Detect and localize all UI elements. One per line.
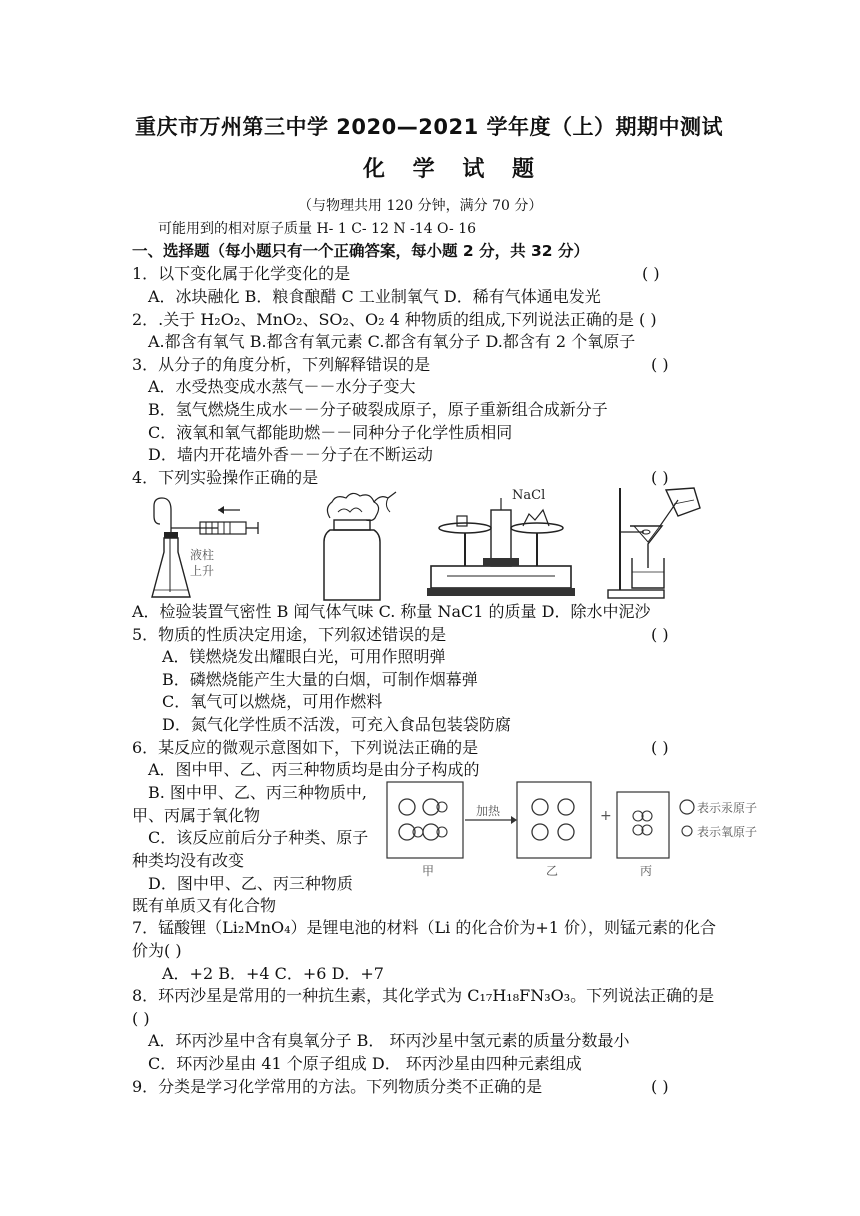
question-6-stem: 6．某反应的微观示意图如下，下列说法正确的是 (132, 738, 479, 757)
question-9-paren: ( ) (651, 1077, 669, 1096)
legend-oxygen-atom: 表示氧原子 (697, 825, 758, 839)
question-4-options: A．检验装置气密性 B 闻气体气味 C. 称量 NaC1 的质量 D．除水中泥沙 (132, 602, 651, 621)
reaction-diagram (385, 780, 785, 862)
question-2-stem: 2．.关于 H₂O₂、MnO₂、SO₂、O₂ 4 种物质的组成,下列说法正确的是 ( ) (132, 310, 657, 329)
question-7-stem-line2: 价为( ) (132, 941, 182, 960)
question-5-option-d: D．氮气化学性质不活泼，可充入食品包装袋防腐 (162, 715, 511, 734)
question-5-option-b: B．磷燃烧能产生大量的白烟，可制作烟幕弹 (162, 670, 478, 689)
question-5-option-a: A．镁燃烧发出耀眼白光，可用作照明弹 (162, 647, 446, 666)
question-3-option-c: C．液氧和氧气都能助燃－－同种分子化学性质相同 (148, 423, 513, 442)
question-8-options-ab: A．环丙沙星中含有臭氧分子 B． 环丙沙星中氢元素的质量分数最小 (148, 1031, 630, 1050)
question-8-stem-line1: 8．环丙沙星是常用的一种抗生素，其化学式为 C₁₇H₁₈FN₃O₃。下列说法正确的是 (132, 986, 715, 1005)
figure-label-rise: 上升 (190, 564, 215, 578)
question-3-option-b: B．氢气燃烧生成水－－分子破裂成原子，原子重新组合成新分子 (148, 400, 608, 419)
label-yi: 乙 (546, 864, 559, 878)
question-3-stem: 3．从分子的角度分析，下列解释错误的是 (132, 355, 431, 374)
question-4-stem: 4．下列实验操作正确的是 (132, 468, 319, 487)
section-heading: 一、选择题（每小题只有一个正确答案，每小题 2 分，共 32 分） (132, 242, 589, 260)
question-6-option-b-line1: B. 图中甲、乙、丙三种物质中, (148, 783, 368, 802)
exam-title: 重庆市万州第三中学 2020—2021 学年度（上）期期中测试 (135, 115, 724, 139)
question-8-stem-line2: ( ) (132, 1009, 150, 1028)
legend-mercury-atom: 表示汞原子 (697, 801, 758, 815)
question-3-option-d: D．墙内开花墙外香－－分子在不断运动 (148, 445, 433, 464)
question-8-options-cd: C．环丙沙星由 41 个原子组成 D． 环丙沙星由四种元素组成 (148, 1054, 582, 1073)
exam-subtitle: 化 学 试 题 (363, 157, 544, 182)
question-5-paren: ( ) (651, 625, 669, 644)
figure-filtration (608, 486, 708, 600)
label-bing: 丙 (640, 864, 653, 878)
figure-label-nacl: NaCl (512, 488, 546, 503)
question-6-paren: ( ) (651, 738, 669, 757)
question-6-option-b-line2: 甲、丙属于氧化物 (132, 806, 261, 825)
figure-smell-gas (318, 490, 408, 602)
question-1-options: A．冰块融化 B．粮食酿醋 C 工业制氧气 D．稀有气体通电发光 (148, 287, 601, 306)
question-1-paren: ( ) (642, 264, 660, 283)
reaction-heat-label: 加热 (476, 804, 501, 818)
question-5-stem: 5．物质的性质决定用途，下列叙述错误的是 (132, 625, 447, 644)
question-6-option-c-line1: C．该反应前后分子种类、原子 (148, 828, 369, 847)
question-2-options: A.都含有氧气 B.都含有氧元素 C.都含有氧分子 D.都含有 2 个氧原子 (148, 332, 636, 351)
question-6-option-c-line2: 种类均没有改变 (132, 851, 245, 870)
question-7-options: A．+2 B．+4 C．+6 D．+7 (162, 964, 384, 983)
atomic-masses: 可能用到的相对原子质量 H- 1 C- 12 N -14 O- 16 (158, 221, 477, 237)
question-6-option-a: A．图中甲、乙、丙三种物质均是由分子构成的 (148, 760, 480, 779)
figure-balance-weighing (425, 488, 575, 600)
question-9-stem: 9．分类是学习化学常用的方法。下列物质分类不正确的是 (132, 1077, 543, 1096)
question-7-stem-line1: 7．锰酸锂（Li₂MnO₄）是锂电池的材料（Li 的化合价为+1 价），则锰元素的化合 (132, 918, 717, 937)
exam-note: （与物理共用 120 分钟，满分 70 分） (298, 198, 543, 214)
question-3-option-a: A．水受热变成水蒸气－－水分子变大 (148, 377, 416, 396)
question-6-option-d-line1: D．图中甲、乙、丙三种物质 (148, 874, 353, 893)
label-jia: 甲 (422, 864, 435, 878)
question-6-option-d-line2: 既有单质又有化合物 (132, 896, 277, 915)
question-1-stem: 1．以下变化属于化学变化的是 (132, 264, 351, 283)
figure-label-liquid-column: 液柱 (190, 548, 215, 562)
question-4-paren: ( ) (651, 468, 669, 487)
reaction-plus-sign: + (600, 808, 612, 824)
question-3-paren: ( ) (651, 355, 669, 374)
question-5-option-c: C．氧气可以燃烧，可用作燃料 (162, 692, 383, 711)
